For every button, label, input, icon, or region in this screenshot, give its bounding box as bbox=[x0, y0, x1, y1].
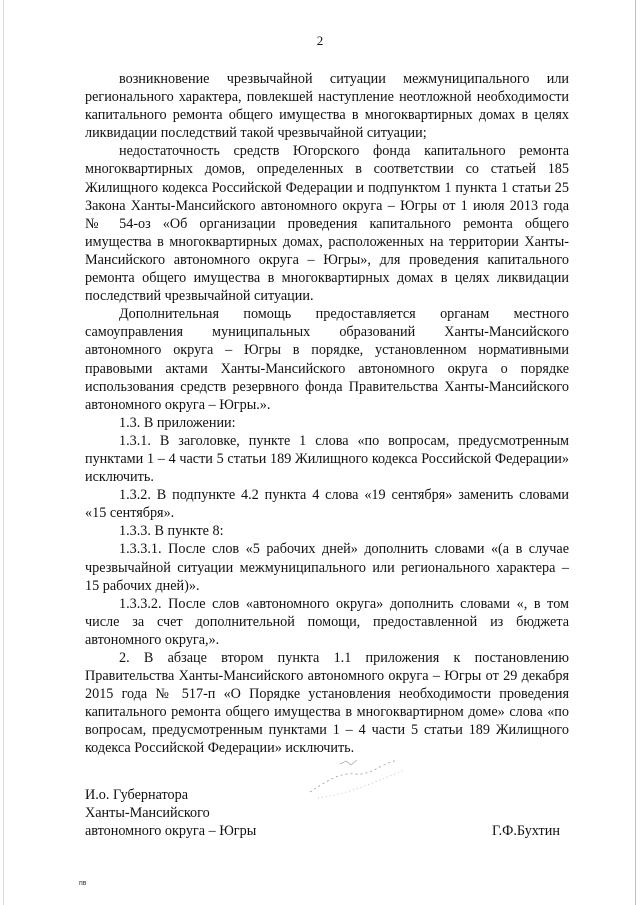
scan-edge-right bbox=[635, 0, 636, 905]
signature-scribble bbox=[300, 752, 410, 807]
document-body bbox=[85, 70, 569, 758]
paragraph: 1.3.3. В пункте 8: bbox=[119, 523, 224, 540]
scan-edge-left bbox=[3, 0, 4, 905]
signatory-name: Г.Ф.Бухтин bbox=[492, 823, 560, 839]
paragraph: 1.3.3.1. После слов «5 рабочих дней» дополнить словами «(а в случае чрезвычайной ситуации межмуниципального или регионального характера – 15 рабочих дней)». bbox=[85, 541, 569, 594]
paragraph: 1.3.3.2. После слов «автономного округа» дополнить словами «, в том числе за счет дополнительной помощи, предоставленной из бюджета автономного округа,». bbox=[85, 595, 569, 648]
signature-position-line: И.о. Губернатора bbox=[85, 787, 188, 803]
page-number: 2 bbox=[316, 33, 324, 48]
paragraph: 1.3.1. В заголовке, пункте 1 слова «по вопросам, предусмотренным пунктами 1 – 4 части 5 статьи 189 Жилищного кодекса Российской Федерации» исключить. bbox=[85, 432, 569, 486]
paragraph: 1.3.2. В подпункте 4.2 пункта 4 слова «19 сентября» заменить словами «15 сентября». bbox=[85, 487, 569, 522]
signature-position-line: автономного округа – Югры bbox=[85, 823, 257, 840]
paragraph: возникновение чрезвычайной ситуации межмуниципального или регионального характера, повлекшей наступление неотложной необходимости капитального ремонта общего имущества в многоквартирных домах в целях ликвидации последствий такой чрезвычайной ситуации; bbox=[85, 71, 569, 142]
signature-position bbox=[85, 786, 256, 840]
signature-position-line: Ханты-Мансийского bbox=[85, 805, 210, 822]
paragraph: 2. В абзаце втором пункта 1.1 приложения к постановлению Правительства Ханты-Мансийского автономного округа – Югры от 29 декабря 2015 года № 517-п «О Порядке установления необходимости проведения капитального ремонта общего имущества в многоквартирном доме» слова «по вопросам, предусмотренным пунктами 1 – 4 части 5 статьи 189 Жилищного кодекса Российской Федерации» исключить. bbox=[85, 650, 569, 757]
document-code: пв bbox=[79, 880, 87, 887]
paragraph: Дополнительная помощь предоставляется органам местного самоуправления муниципальных образований Ханты-Мансийского автономного округа – Югры в порядке, установленном нормативными правовыми актами Ханты-Мансийского автономного округа о порядке использования средств резервного фонда Правительства Ханты-Мансийского автономного округа – Югры.». bbox=[85, 306, 569, 413]
paragraph: 1.3. В приложении: bbox=[119, 414, 236, 431]
paragraph: недостаточность средств Югорского фонда капитального ремонта многоквартирных домов, определенных в соответствии со статьей 185 Жилищного кодекса Российской Федерации и подпунктом 1 пункта 1 статьи 25 Закона Ханты-Мансийского автономного округа – Югры от 1 июля 2013 года № 54-оз «Об организации проведения капитального ремонта общего имущества в многоквартирных домах, расположенных на территории Ханты-Мансийского автономного округа – Югры», для проведения капитального ремонта общего имущества в многоквартирных домах в целях ликвидации последствий чрезвычайной ситуации. bbox=[85, 143, 569, 305]
